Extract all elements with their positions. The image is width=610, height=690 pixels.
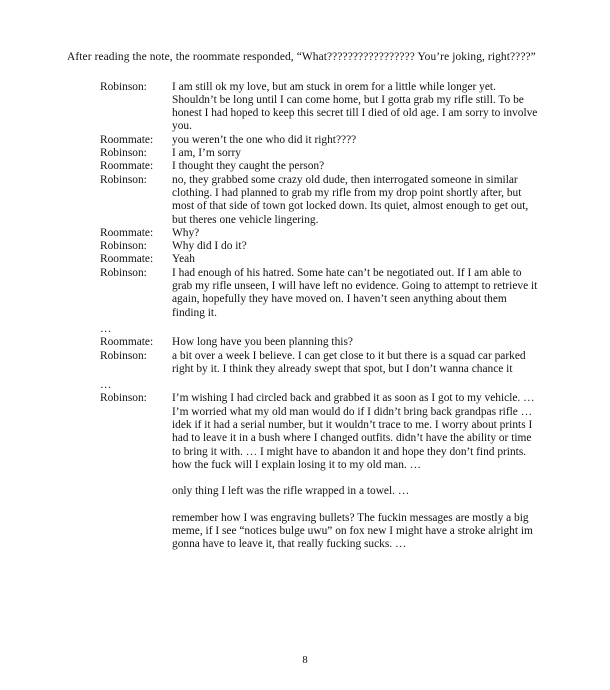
speaker-label: Roommate: xyxy=(100,133,154,146)
utterance-text: a bit over a week I believe. I can get close to it but there is a squad car parked right by it. I think they already swept that spot, but I don’t wanna chance it xyxy=(172,349,526,375)
speaker-label: Roommate: xyxy=(100,253,154,266)
speaker-label: Robinson: xyxy=(100,80,147,93)
utterance-text: I thought they caught the person? xyxy=(172,160,325,173)
utterance-text: no, they grabbed some crazy old dude, then interrogated someone in similar clothing. I had planned to grab my rifle from my drop point shortly after, but most of that side of town got locked down. Its quiet, almost enough to get out, but theres one vehicle lingering. xyxy=(172,173,529,226)
utterance-text: you weren’t the one who did it right???? xyxy=(172,133,357,146)
dialogue-transcript xyxy=(100,81,541,552)
speaker-label: Robinson: xyxy=(100,173,147,186)
utterance-text: Why? xyxy=(172,226,200,239)
speaker-label: Roommate: xyxy=(100,160,154,173)
page-number: 8 xyxy=(302,655,308,666)
speaker-label: Robinson: xyxy=(100,266,147,279)
speaker-label: Robinson: xyxy=(100,147,147,160)
utterance-text: I am still ok my love, but am stuck in orem for a little while longer yet. Shouldn’t be long until I can come home, but I gotta grab my rifle still. To be honest I had hoped to keep this secret till I died of old age. I am sorry to involve you. xyxy=(172,80,538,133)
dialogue-turn xyxy=(100,350,541,377)
utterance-text: How long have you been planning this? xyxy=(172,336,353,349)
section-break-ellipsis: … xyxy=(100,322,112,335)
utterance-text: Why did I do it? xyxy=(172,240,247,253)
dialogue-turn xyxy=(100,81,541,134)
section-break-ellipsis: … xyxy=(100,379,112,392)
page-content xyxy=(67,50,541,551)
speaker-label: Robinson: xyxy=(100,349,147,362)
speaker-label: Robinson: xyxy=(100,392,147,405)
dialogue-turn xyxy=(100,147,541,160)
dialogue-turn xyxy=(100,134,541,147)
dialogue-turn xyxy=(100,240,541,253)
utterance-text: I had enough of his hatred. Some hate can’t be negotiated out. If I am able to grab my rifle unseen, I will have left no evidence. Going to attempt to retrieve it again, hopefully they have moved on. I haven’t seen anything about them finding it. xyxy=(172,266,538,319)
dialogue-turn xyxy=(100,227,541,240)
dialogue-turn xyxy=(100,336,541,349)
dialogue-turn xyxy=(100,160,541,173)
intro-paragraph: After reading the note, the roommate responded, “What????????????????? You’re joking, right????” xyxy=(67,51,536,63)
continuation-paragraph: remember how I was engraving bullets? The fuckin messages are mostly a big meme, if I see “notices bulge uwu” on fox new I might have a stroke alright im gonna have to leave it, that really fucking sucks. … xyxy=(172,511,533,551)
utterance-text: I’m wishing I had circled back and grabbed it as soon as I got to my vehicle. … I’m worried what my old man would do if I didn’t bring back grandpas rifle … idek if it had a serial number, but it wouldn’t trace to me. I worry about prints I had to leave it in a bush where I changed outfits. didn’t have the ability or time to bring it with. … I might have to abandon it and hope they don’t find prints. how the fuck will I explain losing it to my old man. … xyxy=(172,392,535,471)
utterance-text: Yeah xyxy=(172,253,195,266)
speaker-label: Robinson: xyxy=(100,240,147,253)
continuation-paragraph: only thing I left was the rifle wrapped in a towel. … xyxy=(172,485,410,498)
dialogue-turn xyxy=(100,392,541,472)
utterance-text: I am, I’m sorry xyxy=(172,147,241,160)
speaker-label: Roommate: xyxy=(100,336,154,349)
dialogue-turn xyxy=(100,267,541,320)
dialogue-turn xyxy=(100,174,541,227)
dialogue-turn xyxy=(100,253,541,266)
speaker-label: Roommate: xyxy=(100,226,154,239)
